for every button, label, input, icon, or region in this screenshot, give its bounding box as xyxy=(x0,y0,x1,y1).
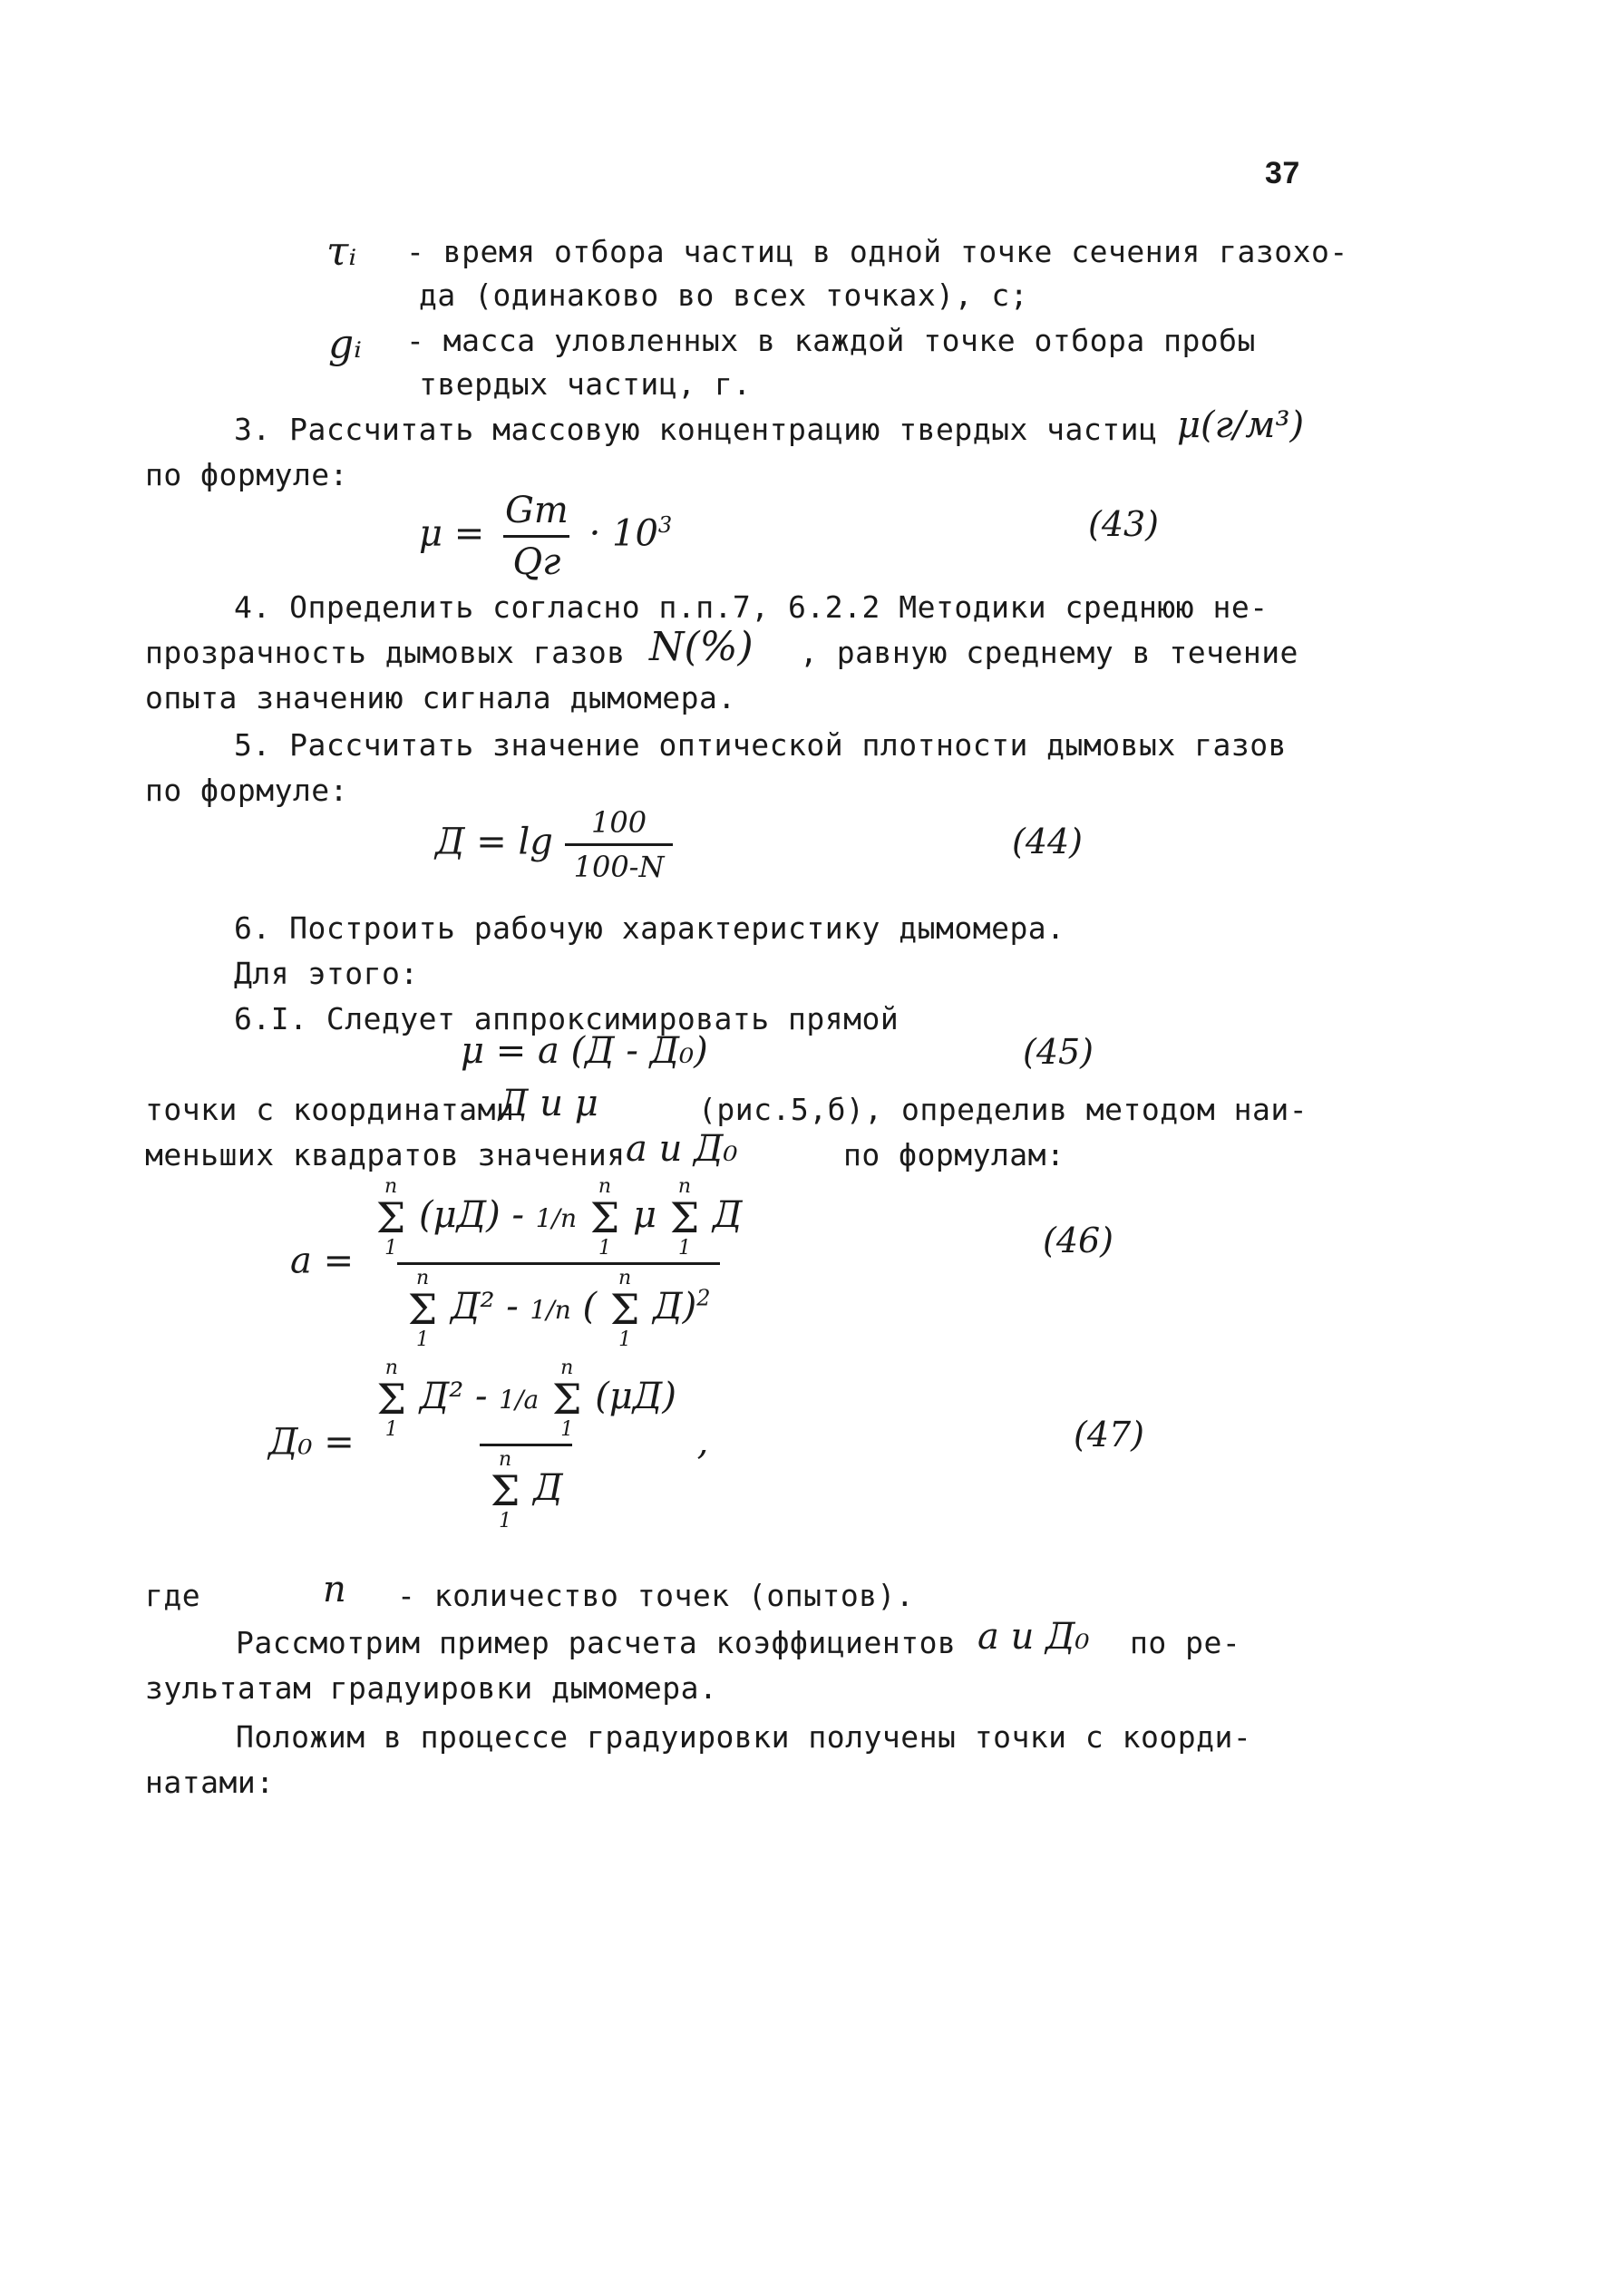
sum-sign: n Σ 1 xyxy=(609,1267,640,1351)
eq44-denominator: 100-N xyxy=(565,843,674,884)
item4-line3: опыта значению сигнала дымомера. xyxy=(145,680,736,715)
eq43-fraction xyxy=(496,490,578,583)
points-line1: Положим в процессе градуировки получены точки с коорди- xyxy=(236,1719,1252,1755)
eq46-fraction xyxy=(365,1177,752,1350)
item61-text2b: по формулам: xyxy=(843,1137,1065,1172)
where-text: - количество точек (опытов). xyxy=(397,1578,915,1613)
item61-symbol1: Д и μ xyxy=(499,1083,598,1124)
def-g-cont: твердых частиц, г. xyxy=(419,366,752,402)
equation-43 xyxy=(419,490,672,583)
eq47-lhs: Д₀ = xyxy=(268,1421,355,1464)
item4-line2a: прозрачность дымовых газов xyxy=(145,635,626,670)
where-label: где xyxy=(145,1578,201,1613)
equation-46 xyxy=(290,1177,751,1350)
example-symbol: a и Д₀ xyxy=(977,1616,1090,1658)
item6-line2: Для этого: xyxy=(234,956,419,991)
eq46-denominator: n Σ 1 Д² - 1/n ( n Σ 1 Д)$^2$ xyxy=(397,1262,720,1350)
item4-symbol: N(%) xyxy=(649,624,754,670)
sum-sign: n Σ 1 xyxy=(376,1357,407,1441)
equation-46-number: (46) xyxy=(1043,1221,1114,1260)
sum-sign: n Σ 1 xyxy=(407,1267,438,1351)
eq44-numerator: 100 xyxy=(591,805,647,840)
def-tau-text: - время отбора частиц в одной точке сечения газохо- xyxy=(406,234,1348,269)
points-line2: натами: xyxy=(145,1765,275,1800)
eq43-lhs: μ = xyxy=(419,512,485,555)
eq47-numerator: n Σ 1 Д² - 1/a n Σ 1 (μД) xyxy=(376,1357,676,1441)
eq43-exponent: 3 xyxy=(657,512,673,539)
sum-sign: n Σ 1 xyxy=(551,1357,582,1441)
def-g-text: - масса уловленных в каждой точке отбора пробы xyxy=(406,323,1256,358)
eq43-denominator: Qг xyxy=(503,535,569,583)
item3-cont: по формуле: xyxy=(145,457,349,492)
item61-text2a: меньших квадратов значения xyxy=(145,1137,626,1172)
where-symbol: n xyxy=(323,1569,346,1610)
eq46-numerator: n Σ 1 (μД) - 1/n n Σ 1 μ n Σ 1 Д xyxy=(375,1175,743,1260)
eq43-factor: · 10 xyxy=(588,512,658,555)
item61-symbol2: a и Д₀ xyxy=(626,1128,738,1170)
eq44-lhs: Д = lg xyxy=(435,821,553,863)
def-symbol-g: gᵢ xyxy=(328,321,363,367)
sum-sign: n Σ 1 xyxy=(375,1175,406,1260)
equation-45-number: (45) xyxy=(1023,1032,1094,1072)
item61-text1a: точки с координатами xyxy=(145,1092,515,1127)
page-number: 37 xyxy=(1265,156,1300,190)
eq43-numerator: Gт xyxy=(504,490,569,531)
item61-text1b: (рис.5,б), определив методом наи- xyxy=(698,1092,1308,1127)
item6-line1: 6. Построить рабочую характеристику дымомера. xyxy=(234,910,1065,946)
equation-44 xyxy=(435,805,673,884)
eq46-lhs: a = xyxy=(290,1240,355,1282)
def-symbol-tau: τᵢ xyxy=(326,229,357,275)
item5-line2: по формуле: xyxy=(145,773,349,808)
equation-44-number: (44) xyxy=(1012,822,1084,861)
example-line1b: по ре- xyxy=(1130,1625,1241,1660)
item3-unit: μ(г/м³) xyxy=(1177,404,1305,446)
sum-sign: n Σ 1 xyxy=(589,1175,620,1260)
equation-47-number: (47) xyxy=(1074,1415,1145,1454)
item5-line1: 5. Рассчитать значение оптической плотности дымовых газов xyxy=(234,727,1287,763)
eq44-fraction xyxy=(565,805,674,884)
sum-sign: n Σ 1 xyxy=(490,1448,520,1532)
item4-line1: 4. Определить согласно п.п.7, 6.2.2 Методики среднюю не- xyxy=(234,589,1269,625)
equation-47 xyxy=(268,1358,708,1532)
example-line2: зультатам градуировки дымомера. xyxy=(145,1670,718,1706)
example-line1a: Рассмотрим пример расчета коэффициентов xyxy=(236,1625,957,1660)
sum-sign: n Σ 1 xyxy=(669,1175,700,1260)
item61-line: 6.I. Следует аппроксимировать прямой xyxy=(234,1001,900,1036)
equation-43-number: (43) xyxy=(1088,504,1160,544)
item3-text: 3. Рассчитать массовую концентрацию твердых частиц xyxy=(234,412,1158,447)
eq47-fraction xyxy=(366,1358,686,1532)
def-tau-cont: да (одинаково во всех точках), с; xyxy=(419,277,1029,313)
item4-line2b: , равную среднему в течение xyxy=(800,635,1298,670)
eq47-tail: , xyxy=(696,1421,709,1464)
eq47-denominator: n Σ 1 Д xyxy=(480,1444,572,1532)
equation-45: μ = a (Д - Д₀) xyxy=(461,1030,708,1072)
